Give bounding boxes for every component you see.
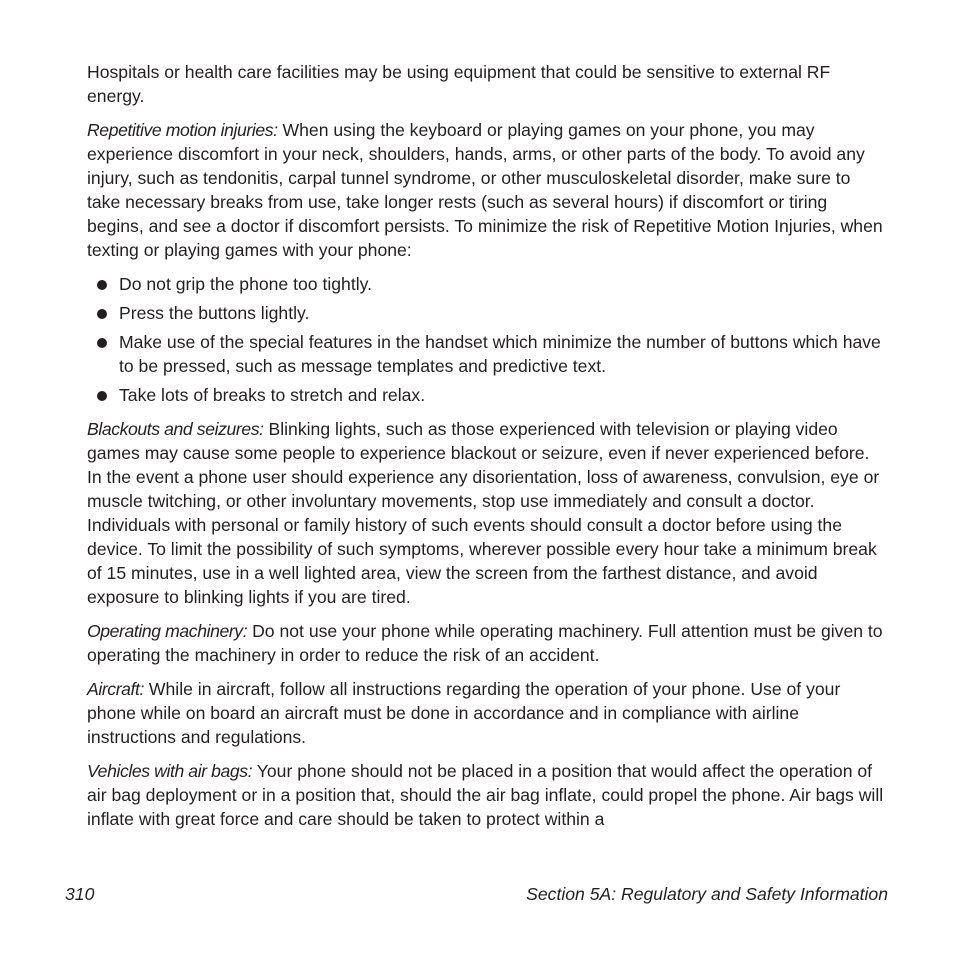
list-item-text: Do not grip the phone too tightly. bbox=[119, 274, 372, 294]
text-aircraft: While in aircraft, follow all instructions regarding the operation of your phone. Use of your phone while on board an aircraft must be done in accordance and in compliance with airline instructions and regulations. bbox=[87, 679, 841, 747]
lead-machinery: Operating machinery: bbox=[87, 621, 248, 641]
paragraph-blackouts bbox=[87, 417, 887, 609]
page-body bbox=[87, 60, 887, 841]
paragraph-hospitals: Hospitals or health care facilities may be using equipment that could be sensitive to external RF energy. bbox=[87, 62, 831, 106]
paragraph-airbags bbox=[87, 759, 887, 831]
list-item bbox=[87, 272, 887, 296]
list-item-text: Press the buttons lightly. bbox=[119, 303, 310, 323]
section-title: Section 5A: Regulatory and Safety Information bbox=[526, 884, 888, 904]
list-item bbox=[87, 330, 887, 378]
bullet-icon bbox=[97, 309, 107, 319]
lead-repetitive-motion: Repetitive motion injuries: bbox=[87, 120, 278, 140]
list-item-text: Take lots of breaks to stretch and relax. bbox=[119, 385, 426, 405]
bullet-icon bbox=[97, 280, 107, 290]
text-blackouts: Blinking lights, such as those experienced with television or playing video games may cause some people to experience blackout or seizure, even if never experienced before. In the event a phone user should experience any disorientation, loss of awareness, convulsion, eye or muscle twitching, or other involuntary movements, stop use immediately and consult a doctor. Individuals with personal or family history of such events should consult a doctor before using the device. To limit the possibility of such symptoms, wherever possible every hour take a minimum break of 15 minutes, use in a well lighted area, view the screen from the farthest distance, and avoid exposure to blinking lights if you are tired. bbox=[87, 419, 880, 607]
page-number: 310 bbox=[65, 884, 95, 904]
list-item bbox=[87, 383, 887, 407]
paragraph-repetitive-motion bbox=[87, 118, 887, 262]
text-repetitive-motion: When using the keyboard or playing games on your phone, you may experience discomfort in your neck, shoulders, hands, arms, or other parts of the body. To avoid any injury, such as tendonitis, carpal tunnel syndrome, or other musculoskeletal disorder, make sure to take necessary breaks from use, take longer rests (such as several hours) if discomfort or tiring begins, and see a doctor if discomfort persists. To minimize the risk of Repetitive Motion Injuries, when texting or playing games with your phone: bbox=[87, 120, 883, 260]
bullet-list bbox=[87, 272, 887, 407]
list-item-text: Make use of the special features in the handset which minimize the number of buttons which have to be pressed, such as message templates and predictive text. bbox=[119, 332, 881, 376]
list-item bbox=[87, 301, 887, 325]
text-airbags: Your phone should not be placed in a position that would affect the operation of air bag deployment or in a position that, should the air bag inflate, could propel the phone. Air bags will inflate with great force and care should be taken to protect within a bbox=[87, 761, 884, 829]
bullet-icon bbox=[97, 391, 107, 401]
lead-blackouts: Blackouts and seizures: bbox=[87, 419, 264, 439]
lead-aircraft: Aircraft: bbox=[87, 679, 145, 699]
lead-airbags: Vehicles with air bags: bbox=[87, 761, 253, 781]
paragraph-machinery bbox=[87, 619, 887, 667]
text-machinery: Do not use your phone while operating machinery. Full attention must be given to operating the machinery in order to reduce the risk of an accident. bbox=[87, 621, 883, 665]
paragraph-aircraft bbox=[87, 677, 887, 749]
bullet-icon bbox=[97, 338, 107, 348]
